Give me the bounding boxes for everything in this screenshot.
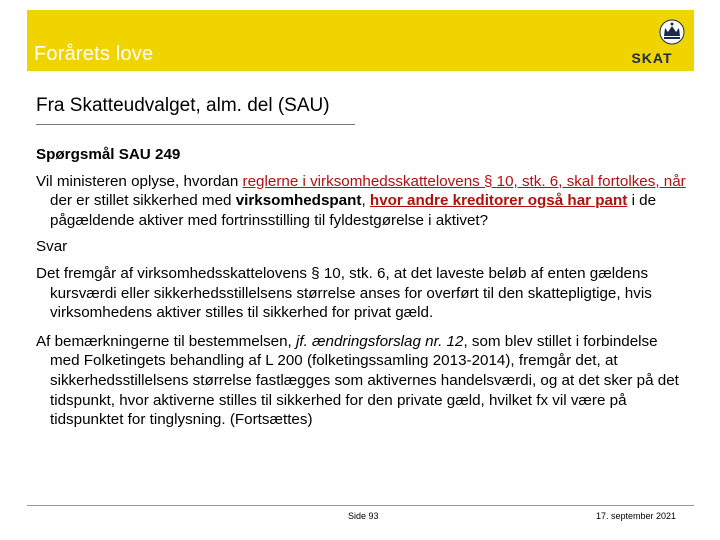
footer-date: 17. september 2021: [596, 511, 677, 521]
footer-divider: [27, 505, 694, 506]
question-text-part: ,: [361, 192, 370, 210]
slide-content: [36, 145, 686, 430]
question-text-part: Vil ministeren oplyse, hvordan: [36, 172, 243, 190]
answer-text-part: Af bemærkningerne til bestemmelsen,: [36, 332, 296, 350]
skat-logo: [612, 14, 688, 66]
crown-icon: [612, 14, 688, 50]
question-highlight-bold: virksomhedspant: [235, 192, 362, 210]
slide-header-title: Forårets love: [34, 43, 154, 65]
answer-paragraph-2: [36, 332, 686, 430]
question-text-part: der er stillet sikkerhed med: [50, 192, 236, 210]
subtitle-divider: [36, 124, 355, 125]
question-highlight-red-bold: hvor andre kreditorer også har pant: [369, 192, 628, 210]
answer-label: Svar: [36, 238, 68, 256]
footer-page-number: Side 93: [348, 511, 379, 521]
question-title: Spørgsmål SAU 249: [36, 146, 181, 163]
answer-text-part: , som blev stillet i forbindelse med Folketingets behandling af L 200 (folketingssamling 2013-2014), fremgår det, at sikkerhedsstillelsens størrelse fastlægges som aktivernes handelsværdi, og at det sker på det tidspunkt, hvor aktiverne stilles til sikkerhed for den private gæld, hvilket fx vil være på tidspunktet for tinglysning. (Fortsættes): [50, 332, 679, 429]
question-highlight-red: reglerne i virksomhedsskattelovens § 10, stk. 6, skal fortolkes, når: [242, 172, 686, 190]
question-text-part: i de pågældende aktiver med fortrinsstilling til fyldestgørelse i aktivet?: [50, 192, 657, 229]
answer-paragraph-1: Det fremgår af virksomhedsskattelovens § 10, stk. 6, at det laveste beløb af enten gældens kursværdi eller sikkerhedsstillelsens størrelse anses for overført til den skattepligtige, hvis virksomhedens aktiver stilles til sikkerhed for privat gæld.: [36, 264, 652, 322]
question-text: [36, 172, 686, 231]
subtitle: Fra Skatteudvalget, alm. del (SAU): [36, 95, 330, 116]
answer-italic-reference: jf. ændringsforslag nr. 12: [296, 332, 464, 350]
logo-text: SKAT: [631, 50, 673, 66]
